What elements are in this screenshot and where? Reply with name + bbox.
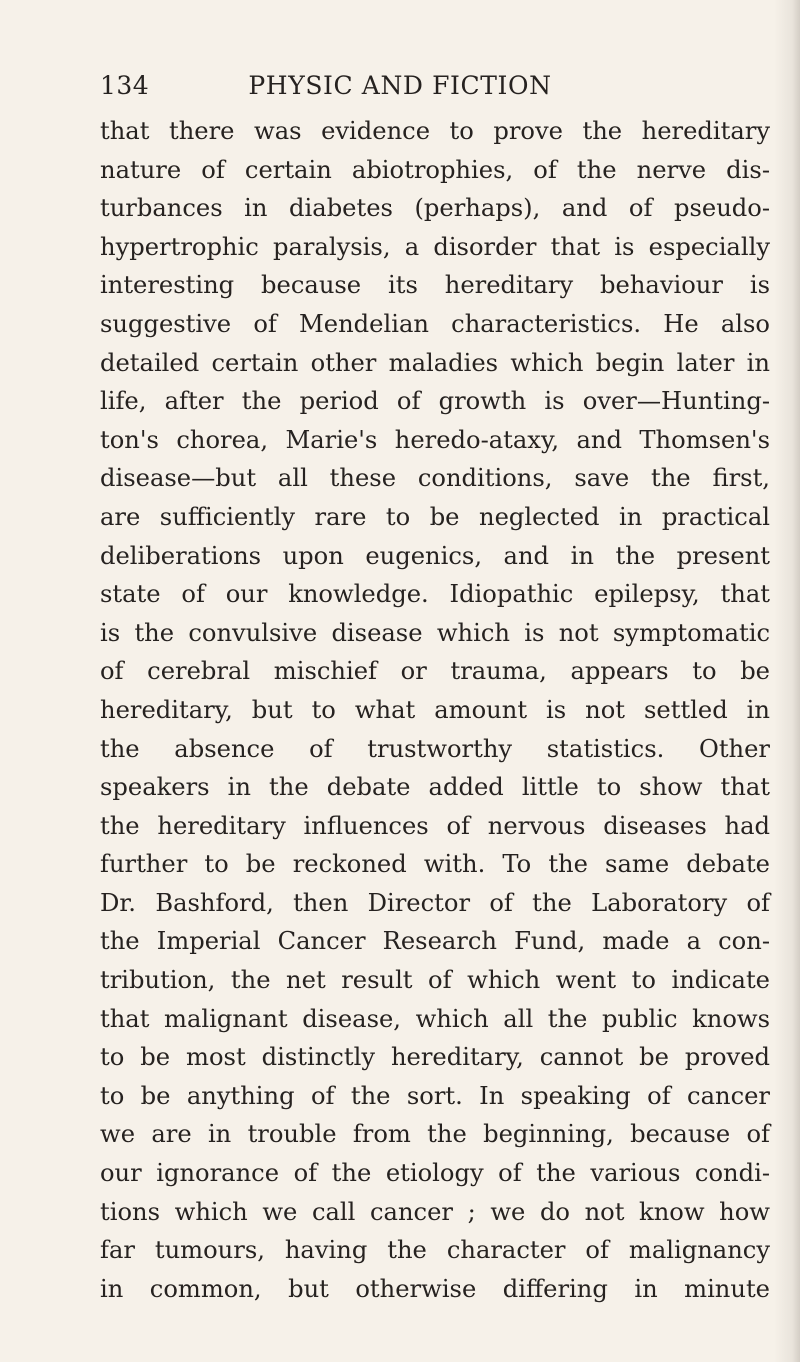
page-number: 134 [100, 71, 150, 100]
text-line: the hereditary influences of nervous diseases had [100, 811, 770, 840]
text-line: Dr. Bashford, then Director of the Laboratory of [100, 888, 770, 917]
page-header [100, 66, 700, 106]
text-line: to be anything of the sort. In speaking of cancer [100, 1081, 770, 1110]
text-line: hypertrophic paralysis, a disorder that is especially [100, 232, 770, 261]
text-line: our ignorance of the etiology of the various condi- [100, 1159, 770, 1188]
text-line: the absence of trustworthy statistics. Other [100, 734, 770, 763]
running-title: PHYSIC AND FICTION [248, 71, 552, 100]
text-line: is the convulsive disease which is not symptomatic [100, 618, 770, 647]
text-line: tions which we call cancer ; we do not know how [100, 1197, 770, 1226]
text-line: deliberations upon eugenics, and in the present [100, 541, 770, 570]
text-line: state of our knowledge. Idiopathic epilepsy, that [100, 580, 770, 609]
text-line: far tumours, having the character of malignancy [100, 1236, 770, 1265]
text-line: interesting because its hereditary behaviour is [100, 271, 770, 300]
text-line: speakers in the debate added little to show that [100, 773, 770, 802]
text-line: to be most distinctly hereditary, cannot be proved [100, 1043, 770, 1072]
text-line: disease—but all these conditions, save the first, [100, 464, 770, 493]
text-line: further to be reckoned with. To the same debate [100, 850, 770, 879]
text-line: detailed certain other maladies which begin later in [100, 348, 770, 377]
text-line: we are in trouble from the beginning, because of [100, 1120, 770, 1149]
text-line: tribution, the net result of which went to indicate [100, 966, 770, 995]
text-line: ton's chorea, Marie's heredo-ataxy, and Thomsen's [100, 425, 770, 454]
text-line: life, after the period of growth is over—Hunting- [100, 387, 770, 416]
text-line: hereditary, but to what amount is not settled in [100, 695, 770, 724]
page-edge-shadow [774, 0, 800, 1362]
body-text [100, 112, 770, 1308]
text-line: of cerebral mischief or trauma, appears to be [100, 657, 770, 686]
text-line: that there was evidence to prove the hereditary [100, 117, 770, 145]
text-line: turbances in diabetes (perhaps), and of pseudo- [100, 194, 770, 223]
text-line: that malignant disease, which all the public knows [100, 1004, 770, 1033]
text-line: are sufficiently rare to be neglected in practical [100, 502, 770, 531]
text-line: in common, but otherwise differing in minute [100, 1274, 770, 1303]
text-line: the Imperial Cancer Research Fund, made a con- [100, 927, 770, 956]
text-line: suggestive of Mendelian characteristics. He also [100, 309, 770, 338]
text-line: nature of certain abiotrophies, of the nerve dis- [100, 155, 770, 184]
